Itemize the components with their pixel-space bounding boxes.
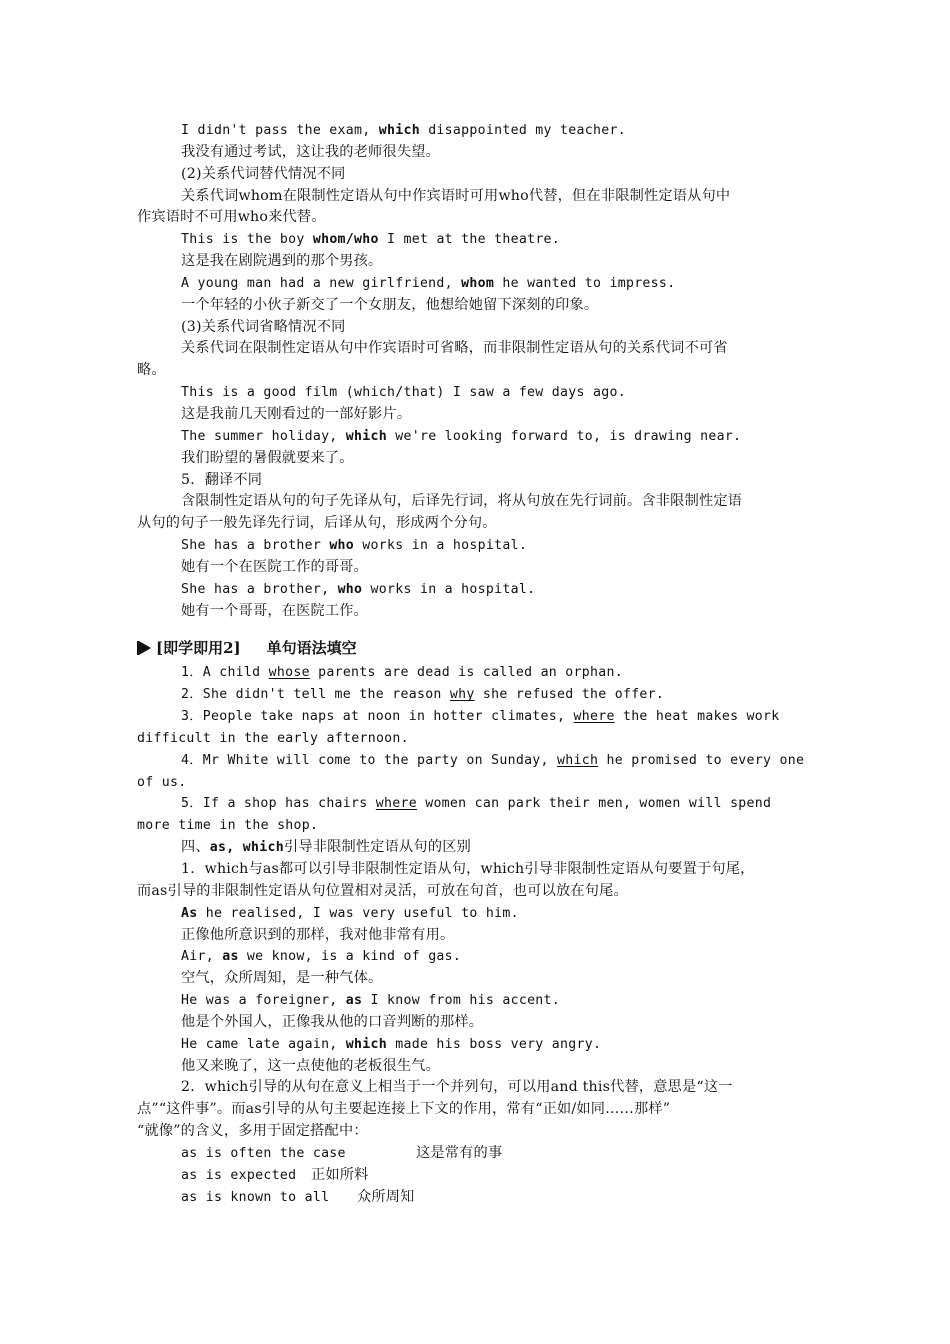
paragraph-line: 略。 xyxy=(137,362,166,379)
example-sentence xyxy=(137,579,817,601)
text: She has a brother, xyxy=(181,581,338,597)
example-sentence xyxy=(137,903,817,925)
paragraph-line: 含限制性定语从句的句子先译从句，后译先行词，将从句放在先行词前。含非限制性定语 xyxy=(181,493,743,510)
answer: which xyxy=(557,752,599,768)
text: 5．If a shop has chairs xyxy=(181,796,376,812)
subheading: (2)关系代词替代情况不同 xyxy=(181,165,346,182)
keyword: as xyxy=(345,993,363,1009)
text: She has a brother xyxy=(181,538,330,554)
translation: 他又来晚了，这一点使他的老板很生气。 xyxy=(181,1057,440,1074)
text: she refused the offer. xyxy=(474,687,665,703)
document-page xyxy=(137,120,817,1209)
paragraph-line: 关系代词whom在限制性定语从句中作宾语时可用who代替，但在非限制性定语从句中 xyxy=(181,187,731,204)
text: works in a hospital. xyxy=(362,581,536,597)
text: This is the boy xyxy=(181,232,313,248)
text: he wanted to impress. xyxy=(494,275,676,291)
text: I didn't pass the exam, xyxy=(181,123,379,138)
example-sentence xyxy=(137,990,817,1012)
phrase-meaning: 正如所料 xyxy=(311,1166,369,1183)
keyword: who xyxy=(329,538,355,554)
text: 2．She didn't tell me the reason xyxy=(181,687,450,703)
example-sentence xyxy=(137,229,817,251)
answer: where xyxy=(573,709,615,725)
play-triangle-icon xyxy=(137,641,153,655)
example-sentence xyxy=(137,273,817,295)
paragraph-line: 从句的句子一般先译先行词，后译从句，形成两个分句。 xyxy=(137,515,497,532)
paragraph-line: 而as引导的非限制性定语从句位置相对灵活，可放在句首，也可以放在句尾。 xyxy=(137,882,628,899)
exercise-item-continuation: more time in the shop. xyxy=(137,818,319,834)
example-sentence xyxy=(137,120,817,142)
section-title: 单句语法填空 xyxy=(266,639,357,658)
text: 1．A child xyxy=(181,665,269,681)
text: 3．People take naps at noon in hotter climates, xyxy=(181,709,574,725)
section-heading xyxy=(137,634,817,662)
text: made his boss very angry. xyxy=(387,1036,602,1052)
exercise-item xyxy=(137,706,817,728)
text: the heat makes work xyxy=(614,709,780,725)
paragraph-line: 关系代词在限制性定语从句中作宾语时可省略，而非限制性定语从句的关系代词不可省 xyxy=(181,340,728,357)
text: works in a hospital. xyxy=(354,538,528,554)
text: we know, is a kind of gas. xyxy=(238,949,462,965)
text: He came late again, xyxy=(181,1036,346,1052)
example-sentence xyxy=(137,535,817,557)
text: I met at the theatre. xyxy=(378,232,561,248)
text: He was a foreigner, xyxy=(181,993,346,1009)
phrase: as is often the case xyxy=(181,1145,346,1161)
keyword: which xyxy=(345,428,387,444)
answer: whose xyxy=(268,665,310,681)
example-sentence: This is a good film (which/that) I saw a few days ago. xyxy=(181,385,626,401)
text: parents are dead is called an orphan. xyxy=(309,665,623,681)
example-sentence xyxy=(137,426,817,448)
text: we're looking forward to, is drawing near. xyxy=(387,428,742,444)
text: he promised to every one xyxy=(598,752,805,768)
phrase-row xyxy=(137,1187,817,1209)
keyword: which xyxy=(378,123,420,138)
translation: 这是我前几天刚看过的一部好影片。 xyxy=(181,405,412,422)
section-tag: [即学即用2] xyxy=(156,639,241,658)
phrase-row xyxy=(137,1165,817,1187)
answer: where xyxy=(375,796,417,812)
exercise-item xyxy=(137,662,817,684)
translation: 我们盼望的暑假就要来了。 xyxy=(181,449,354,466)
text: Air, xyxy=(181,949,223,965)
keyword: As xyxy=(181,905,198,921)
phrase-meaning: 众所周知 xyxy=(357,1188,415,1205)
translation: 她有一个在医院工作的哥哥。 xyxy=(181,558,369,575)
translation: 我没有通过考试，这让我的老师很失望。 xyxy=(181,143,440,160)
keyword: as xyxy=(222,949,239,965)
exercise-item-continuation: difficult in the early afternoon. xyxy=(137,730,409,746)
paragraph-line: 2．which引导的从句在意义上相当于一个并列句，可以用and this代替，意思是“这一 xyxy=(181,1079,733,1096)
phrase: as is expected xyxy=(181,1167,297,1183)
translation: 她有一个哥哥，在医院工作。 xyxy=(181,602,369,619)
translation: 一个年轻的小伙子新交了一个女朋友，他想给她留下深刻的印象。 xyxy=(181,296,599,313)
keyword: who xyxy=(337,581,363,597)
text: 四、 xyxy=(181,839,210,856)
paragraph-line: 1．which与as都可以引导非限制性定语从句，which引导非限制性定语从句要置于句尾， xyxy=(181,861,755,877)
paragraph-line: “就像”的含义，多用于固定搭配中： xyxy=(137,1123,368,1140)
paragraph-line: 作宾语时不可用who来代替。 xyxy=(137,209,326,226)
exercise-item-continuation: of us. xyxy=(137,774,187,790)
text: A young man had a new girlfriend, xyxy=(181,275,462,291)
keyword: whom xyxy=(461,275,495,291)
keyword: whom/who xyxy=(312,232,379,248)
translation: 正像他所意识到的那样，我对他非常有用。 xyxy=(181,926,455,943)
keyword: which xyxy=(345,1036,387,1052)
subheading xyxy=(137,837,817,859)
phrase-row xyxy=(137,1143,817,1165)
subheading: (3)关系代词省略情况不同 xyxy=(181,318,346,335)
phrase-meaning: 这是常有的事 xyxy=(416,1144,503,1161)
example-sentence xyxy=(137,946,817,968)
translation: 空气，众所周知，是一种气体。 xyxy=(181,970,383,987)
text: I know from his accent. xyxy=(362,993,561,1009)
translation: 这是我在剧院遇到的那个男孩。 xyxy=(181,253,383,270)
translation: 他是个外国人，正像我从他的口音判断的那样。 xyxy=(181,1013,484,1030)
phrase: as is known to all xyxy=(181,1189,330,1205)
answer: why xyxy=(449,687,475,703)
subheading: 5．翻译不同 xyxy=(181,471,263,488)
text: disappointed my teacher. xyxy=(419,123,626,138)
text: 4．Mr White will come to the party on Sunday, xyxy=(181,752,558,768)
text: women can park their men, women will spend xyxy=(416,796,772,812)
example-sentence xyxy=(137,1034,817,1056)
text: he realised, I was very useful to him. xyxy=(197,905,519,921)
keyword: as, which xyxy=(209,840,284,856)
exercise-item xyxy=(137,750,817,772)
exercise-item xyxy=(137,793,817,815)
text: 引导非限制性定语从句的区别 xyxy=(283,839,471,856)
exercise-item xyxy=(137,684,817,706)
text: The summer holiday, xyxy=(181,428,346,444)
paragraph-line: 点”“这件事”。而as引导的从句主要起连接上下文的作用，常有“正如/如同……那样” xyxy=(137,1101,671,1118)
